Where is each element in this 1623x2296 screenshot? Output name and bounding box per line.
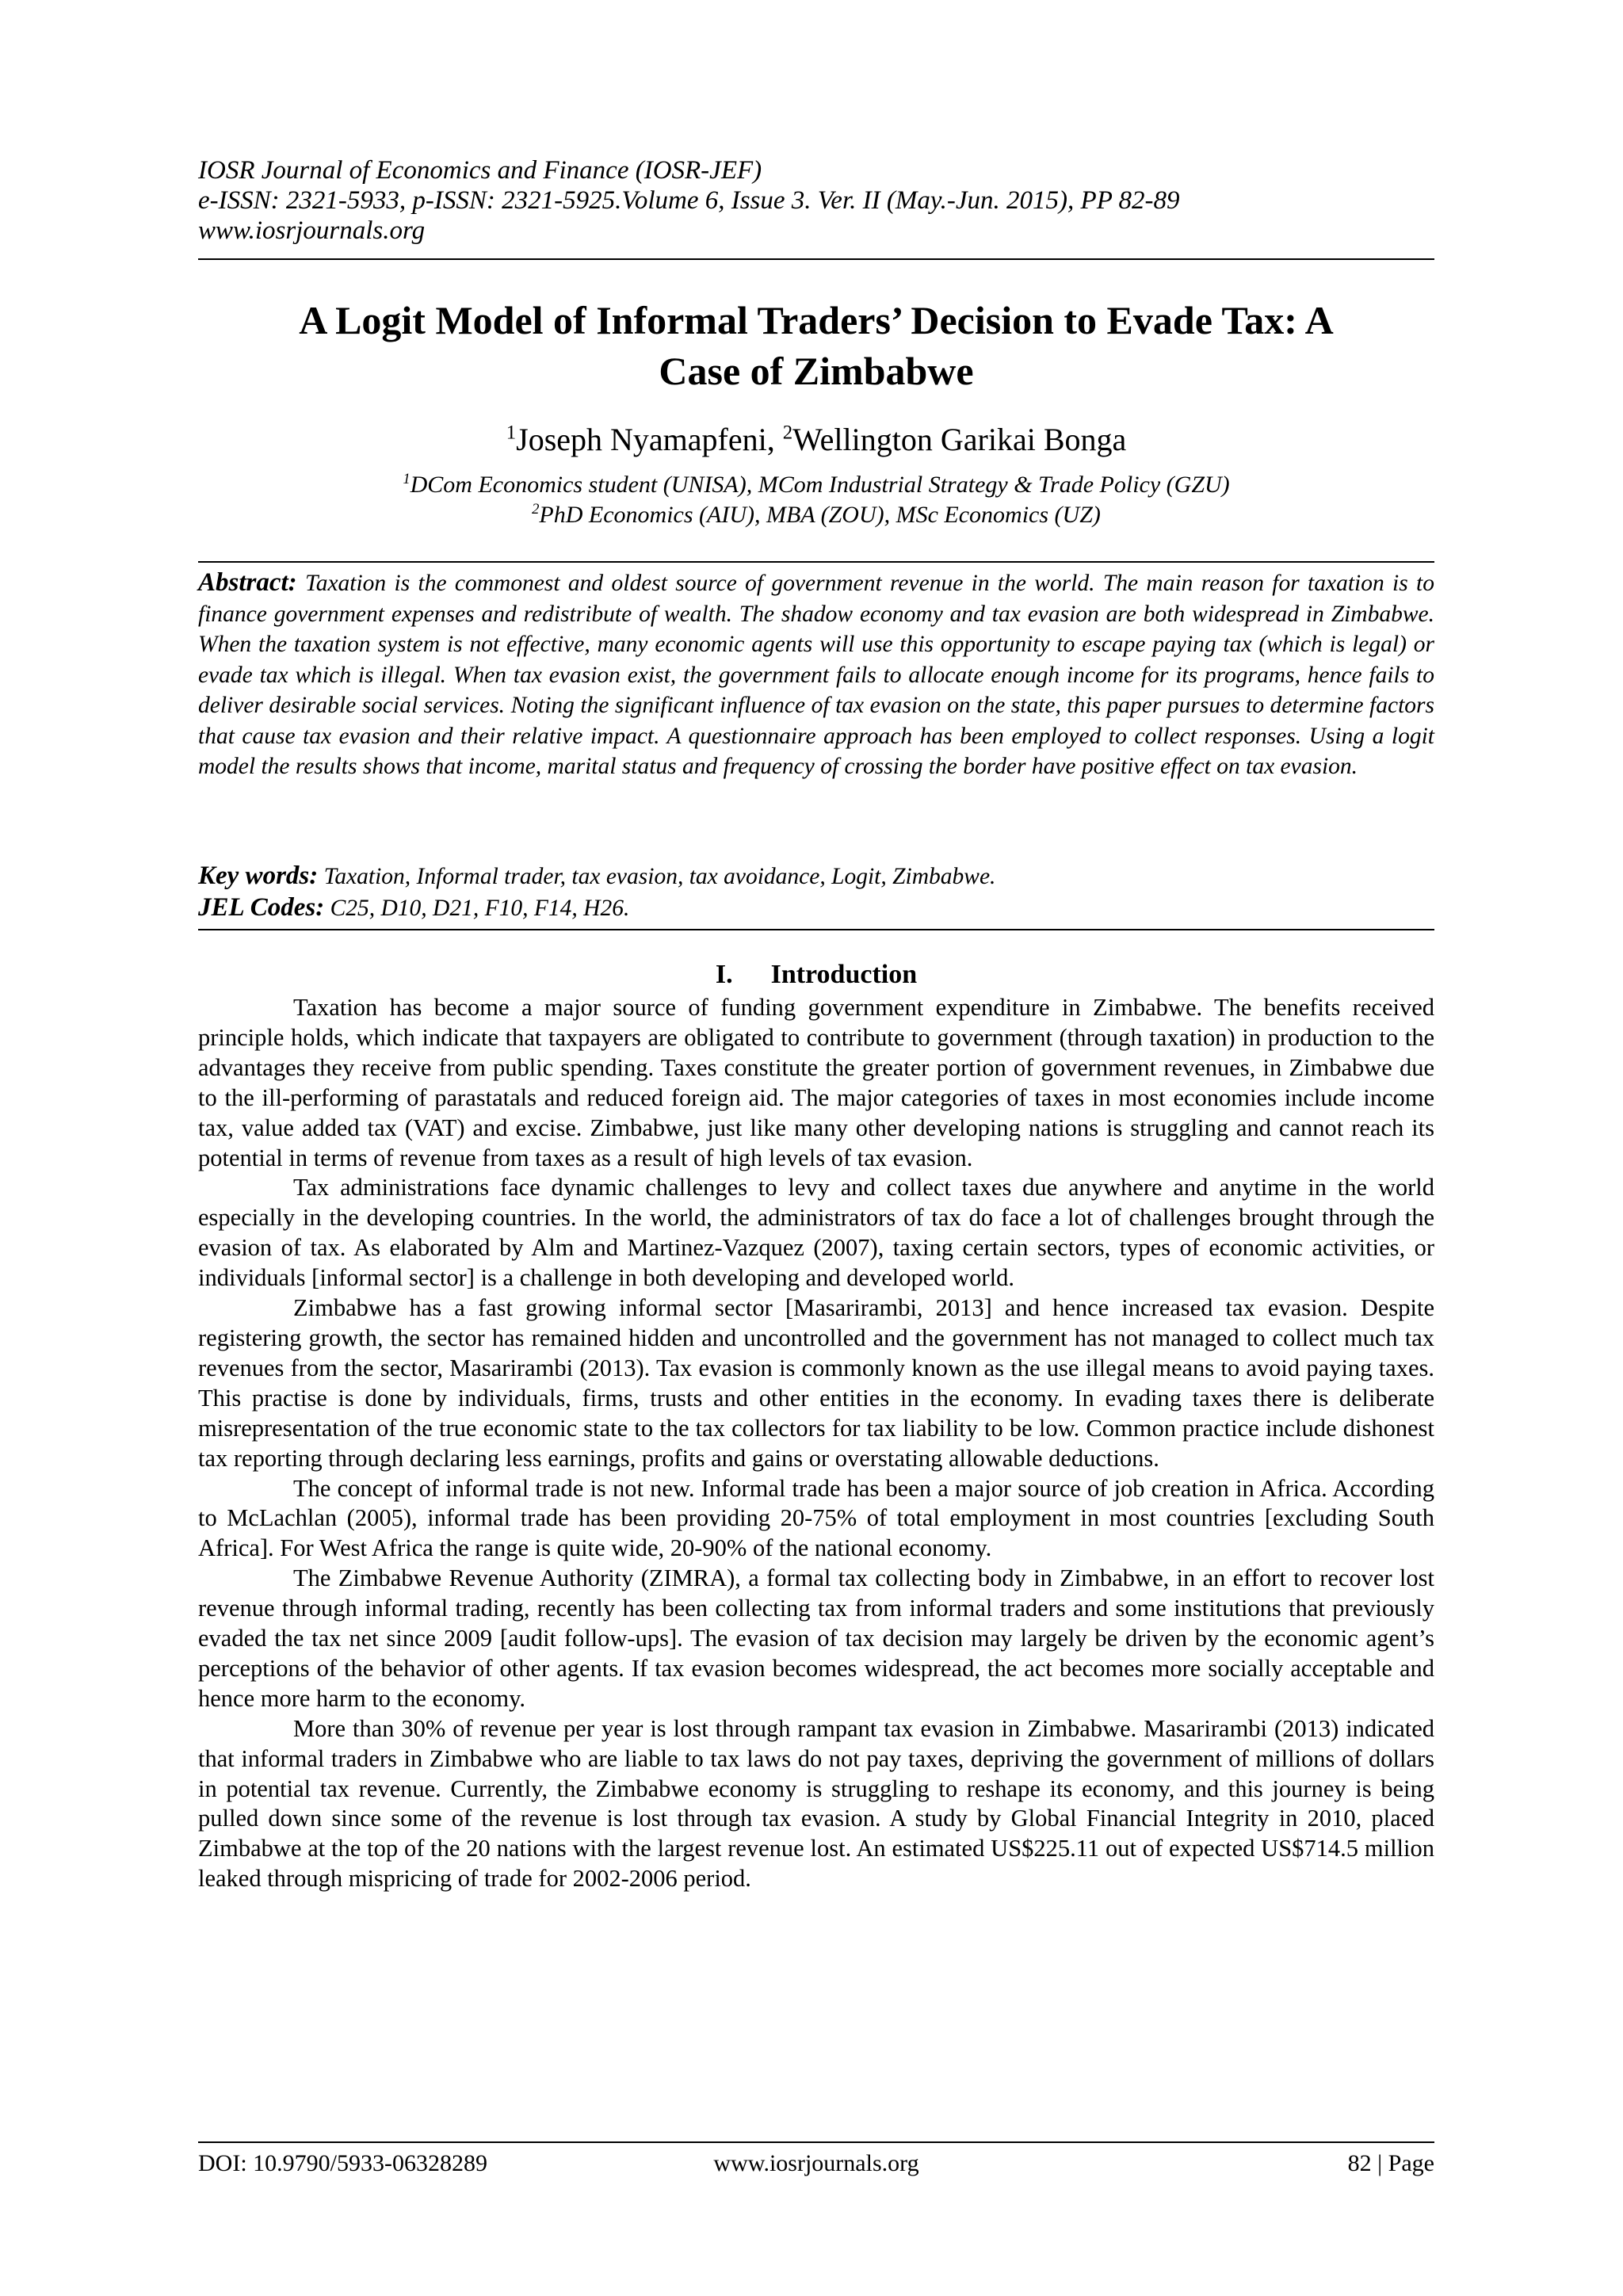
header-divider — [198, 258, 1434, 260]
section-heading-introduction — [198, 959, 1434, 991]
journal-name: IOSR Journal of Economics and Finance (IOSR-JEF) — [198, 156, 762, 185]
author-1-name: Joseph Nyamapfeni, — [516, 422, 775, 457]
journal-header — [198, 155, 1434, 246]
jel-text: C25, D10, D21, F10, F14, H26. — [330, 896, 630, 921]
abstract-label: Abstract: — [198, 568, 297, 597]
body-paragraph: Tax administrations face dynamic challenges to levy and collect taxes due anywhere and anytime in the world especially in the developing countries. In the world, the administrators of tax do face a lot of challenges brought through the evasion of tax. As elaborated by Alm and Martinez-Vazquez (2007), taxing certain sectors, types of economic activities, or individuals [informal sector] is a challenge in both developing and developed world. — [198, 1174, 1434, 1292]
footer-doi: DOI: 10.9790/5933-06328289 — [198, 2150, 487, 2176]
abstract-top-rule — [198, 561, 1434, 563]
affiliation-1-text: DCom Economics student (UNISA), MCom Industrial Strategy & Trade Policy (GZU) — [410, 472, 1230, 498]
keywords-text: Taxation, Informal trader, tax evasion, tax avoidance, Logit, Zimbabwe. — [323, 864, 996, 889]
body-paragraph: Taxation has become a major source of funding government expenditure in Zimbabwe. The benefits received principle holds, which indicate that taxpayers are obligated to contribute to government (through taxation) in production to the advantages they receive from public spending. Taxes constitute the greater portion of government revenues, in Zimbabwe due to the ill-performing of parastatals and reduced foreign aid. The major categories of taxes in most economies include income tax, value added tax (VAT) and excise. Zimbabwe, just like many other developing nations is struggling and cannot reach its potential in terms of revenue from taxes as a result of high levels of tax evasion. — [198, 994, 1434, 1171]
jel-label: JEL Codes: — [198, 893, 325, 922]
affiliation-1 — [198, 471, 1434, 499]
affiliation-2-marker: 2 — [532, 501, 540, 518]
keywords — [198, 861, 1434, 892]
section-title: Introduction — [770, 960, 918, 989]
author-2-name: Wellington Garikai Bonga — [792, 422, 1127, 457]
title-line-2: Case of Zimbabwe — [659, 349, 974, 393]
issn-line: e-ISSN: 2321-5933, p-ISSN: 2321-5925.Volume 6, Issue 3. Ver. II (May.-Jun. 2015), PP 82-89 — [198, 186, 1180, 215]
footer-website: www.iosrjournals.org — [713, 2150, 919, 2176]
author-1-marker: 1 — [506, 422, 517, 444]
affiliation-1-marker: 1 — [403, 471, 411, 487]
body-paragraph: Zimbabwe has a fast growing informal sector [Masarirambi, 2013] and hence increased tax evasion. Despite registering growth, the sector has remained hidden and uncontrolled and the government has not managed to collect much tax revenues from the sector, Masarirambi (2013). Tax evasion is commonly known as the use illegal means to avoid paying taxes. This practise is done by individuals, firms, trusts and other entities in the economy. In evading taxes there is deliberate misrepresentation of the true economic state to the tax collectors for tax liability to be low. Common practice include dishonest tax reporting through declaring less earnings, profits and gains or overstating allowable deductions. — [198, 1294, 1434, 1472]
journal-website: www.iosrjournals.org — [198, 216, 426, 245]
author-list — [198, 420, 1434, 460]
body-paragraph: The concept of informal trade is not new. Informal trade has been a major source of job creation in Africa. According to McLachlan (2005), informal trade has been providing 20-75% of total employment in most countries [excluding South Africa]. For West Africa the range is quite wide, 20-90% of the national economy. — [198, 1474, 1434, 1562]
affiliation-2-text: PhD Economics (AIU), MBA (ZOU), MSc Economics (UZ) — [539, 502, 1101, 528]
author-2-marker: 2 — [782, 422, 793, 444]
abstract-bottom-rule — [198, 929, 1434, 930]
footer-divider — [198, 2141, 1434, 2143]
abstract — [198, 567, 1434, 782]
footer-page-number: 82 | Page — [1347, 2150, 1434, 2176]
paper-title — [198, 295, 1434, 396]
paper-page — [198, 0, 1434, 2296]
title-line-1: A Logit Model of Informal Traders’ Decision to Evade Tax: A — [299, 298, 1334, 342]
introduction-body — [198, 993, 1434, 1894]
body-paragraph: The Zimbabwe Revenue Authority (ZIMRA), a formal tax collecting body in Zimbabwe, in an effort to recover lost revenue through informal trading, recently has been collecting tax from informal traders and some institutions that previously evaded the tax net since 2009 [audit follow-ups]. The evasion of tax decision may largely be driven by the economic agent’s perceptions of the behavior of other agents. If tax evasion becomes widespread, the act becomes more socially acceptable and hence more harm to the economy. — [198, 1564, 1434, 1712]
abstract-text: Taxation is the commonest and oldest source of government revenue in the world. The main reason for taxation is to finance government expenses and redistribute of wealth. The shadow economy and tax evasion are both widespread in Zimbabwe. When the taxation system is not effective, many economic agents will use this opportunity to escape paying tax (which is legal) or evade tax which is illegal. When tax evasion exist, the government fails to allocate enough income for its programs, hence fails to deliver desirable social services. Noting the significant influence of tax evasion on the state, this paper pursues to determine factors that cause tax evasion and their relative impact. A questionnaire approach has been employed to collect responses. Using a logit model the results shows that income, marital status and frequency of crossing the border have positive effect on tax evasion. — [198, 571, 1434, 779]
jel-codes — [198, 892, 1434, 923]
body-paragraph: More than 30% of revenue per year is lost through rampant tax evasion in Zimbabwe. Masarirambi (2013) indicated that informal traders in Zimbabwe who are liable to tax laws do not pay taxes, depriving the government of millions of dollars in potential tax revenue. Currently, the Zimbabwe economy is struggling to reshape its economy, and this journey is being pulled down since some of the revenue is lost through tax evasion. A study by Global Financial Integrity in 2010, placed Zimbabwe at the top of the 20 nations with the largest revenue lost. An estimated US$225.11 out of expected US$714.5 million leaked through mispricing of trade for 2002-2006 period. — [198, 1714, 1434, 1893]
affiliation-2 — [198, 501, 1434, 529]
keywords-label: Key words: — [198, 861, 319, 890]
section-number: I. — [715, 960, 733, 989]
